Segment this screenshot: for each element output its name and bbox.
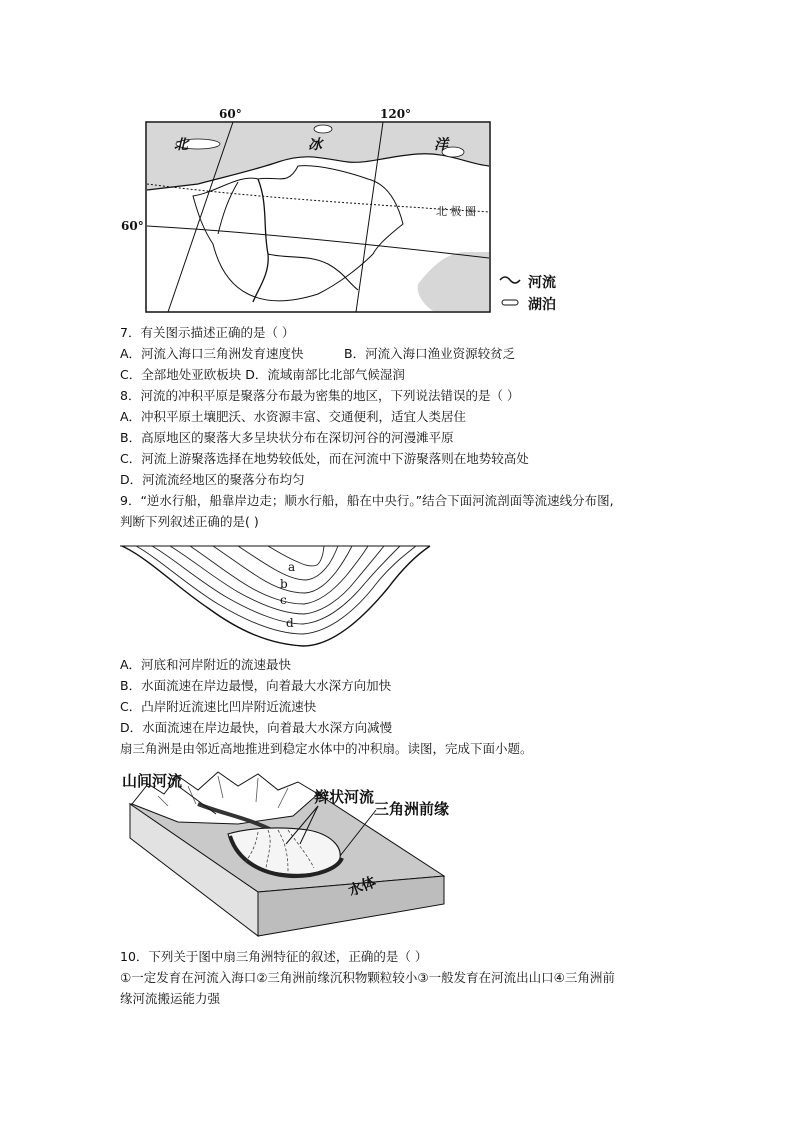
q8-option-c: C．河流上游聚落选择在地势较低处，而在河流中下游聚落则在地势较高处: [120, 451, 529, 466]
channel-bed: [122, 546, 430, 646]
legend-lake-symbol: [502, 300, 518, 305]
q10-options-line-2: 缘河流搬运能力强: [120, 991, 221, 1006]
q9-option-a: A．河底和河岸附近的流速最快: [120, 657, 292, 672]
river-section-figure: [118, 538, 438, 650]
isovel: [268, 546, 324, 566]
lon-label-60: 60°: [219, 107, 242, 121]
fan-delta-figure: [118, 764, 458, 940]
map-svg: [118, 104, 598, 318]
q8-option-b: B．高原地区的聚落大多呈块状分布在深切河谷的河漫滩平原: [120, 430, 454, 445]
isovel: [152, 546, 400, 624]
arctic-circle-label: 北 极 圈: [436, 205, 476, 218]
lon-label-120: 120°: [380, 107, 412, 121]
isovel-label-d: d: [286, 616, 294, 630]
q10-stem: 10．下列关于图中扇三角洲特征的叙述，正确的是（ ）: [120, 949, 428, 964]
q9-stem-2: 判断下列叙述正确的是( ): [120, 514, 259, 529]
q8-stem: 8．河流的冲积平原是聚落分布最为密集的地区，下列说法错误的是（ ）: [120, 388, 520, 403]
river-section-svg: [118, 538, 438, 650]
q8-option-d: D．河流流经地区的聚落分布均匀: [120, 472, 305, 487]
legend-lake-label: 湖泊: [528, 297, 556, 313]
label-mountain-river: 山间河流: [122, 772, 183, 790]
legend-river-symbol: [500, 277, 520, 283]
isovel-label-c: c: [280, 593, 287, 607]
isovel-label-a: a: [288, 560, 296, 574]
ocean-char-2: 冰: [308, 137, 322, 153]
q7-stem: 7．有关图示描述正确的是（ ）: [120, 325, 295, 340]
q9-stem-1: 9．“逆水行船，船靠岸边走；顺水行船，船在中央行。”结合下面河流剖面等流速线分布图,: [120, 493, 614, 508]
q9-option-d: D．水面流速在岸边最快，向着最大水深方向减慢: [120, 720, 393, 735]
isovel-label-b: b: [280, 577, 288, 591]
q9-option-b: B．水面流速在岸边最慢，向着最大水深方向加快: [120, 678, 392, 693]
legend-river-label: 河流: [528, 275, 556, 291]
label-delta-front: 三角洲前缘: [374, 800, 450, 818]
isovel: [136, 546, 416, 634]
q10-options-line-1: ①一定发育在河流入海口②三角洲前缘沉积物颗粒较小③一般发育在河流出山口④三角洲前: [120, 970, 615, 985]
map-figure: [118, 104, 598, 318]
q7-option-b: B．河流入海口渔业资源较贫乏: [344, 346, 516, 361]
q7-option-c: C．全部地处亚欧板块 D．流域南部比北部气候湿润: [120, 367, 405, 382]
q8-option-a: A．冲积平原土壤肥沃、水资源丰富、交通便利，适宜人类居住: [120, 409, 467, 424]
ocean-char-1: 北: [174, 137, 188, 153]
lat-label-60: 60°: [121, 219, 144, 233]
label-water: 水体: [346, 874, 379, 900]
label-braided-river: 辫状河流: [314, 788, 375, 806]
ocean-char-3: 洋: [434, 137, 448, 153]
q9-option-c: C．凸岸附近流速比凹岸附近流速快: [120, 699, 317, 714]
fan-delta-intro: 扇三角洲是由邻近高地推进到稳定水体中的冲积扇。读图，完成下面小题。: [120, 741, 533, 756]
island: [314, 125, 332, 133]
q7-option-a: A．河流入海口三角洲发育速度快: [120, 346, 304, 361]
